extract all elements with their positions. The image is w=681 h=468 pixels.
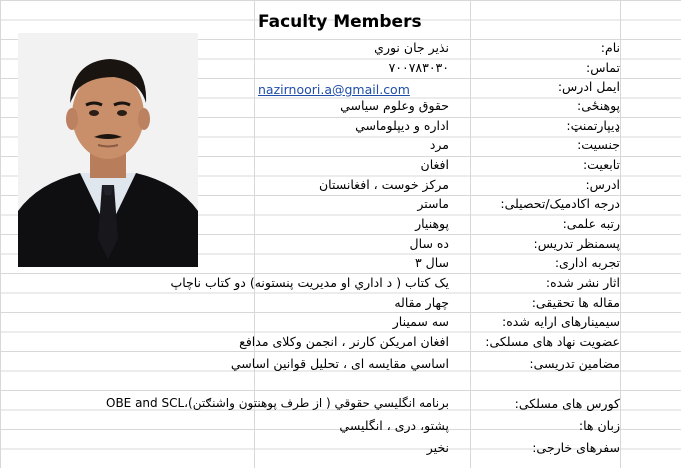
value-travels: نخیر — [426, 440, 449, 455]
value-contact: ۷۰۰۷۸۳۰۳۰ — [388, 60, 449, 75]
value-degree: ماستر — [417, 196, 449, 211]
label-admin-experience: تجربه اداری: — [554, 255, 620, 270]
label-teaching-experience: پسمنظر تدریس: — [533, 236, 620, 251]
label-seminars: سیمینارهای ارایه شده: — [502, 314, 620, 329]
label-degree: درجه اکادمیک/تحصیلی: — [500, 196, 620, 211]
value-subjects: اساسي مقایسه ای ، تحلیل قوانین اساسي — [230, 356, 449, 371]
value-email[interactable]: nazirnoori.a@gmail.com — [258, 82, 410, 97]
portrait-icon — [18, 33, 198, 267]
value-research-articles: چهار مقاله — [394, 295, 449, 310]
value-nationality: افغان — [420, 157, 449, 172]
label-nationality: تابعیت: — [582, 157, 620, 172]
value-name: نذیر جان نوري — [374, 40, 449, 55]
label-research-articles: مقاله ها تحقیقی: — [531, 295, 620, 310]
value-memberships: افغان امریکن کارنر ، انجمن وکلای مدافع — [239, 334, 449, 349]
label-subjects: مضامین تدریسی: — [529, 356, 620, 371]
value-academic-rank: پوهنیار — [415, 216, 449, 231]
label-faculty: پوهنځی: — [577, 98, 620, 113]
value-faculty: حقوق وعلوم سیاسي — [340, 98, 449, 113]
value-publications: یک کتاب ( د اداري او مدیریت پنستونه) دو کتاب ناچاپ — [170, 275, 449, 290]
label-publications: اثار نشر شده: — [545, 275, 620, 290]
column-divider — [620, 0, 621, 468]
label-department: ډیپارتمنټ: — [566, 118, 620, 133]
value-gender: مرد — [429, 137, 449, 152]
value-teaching-experience: ده سال — [409, 236, 449, 251]
label-email: ایمل ادرس: — [557, 79, 620, 94]
label-gender: جنسیت: — [577, 137, 620, 152]
page-title: Faculty Members — [258, 12, 422, 32]
value-address: مرکز خوست ، افغانستان — [318, 177, 449, 192]
profile-photo — [18, 33, 198, 267]
label-courses: کورس های مسلکی: — [514, 396, 620, 411]
value-languages: پشتو، دری ، انگلیسي — [339, 418, 449, 433]
label-contact: تماس: — [586, 60, 620, 75]
value-seminars: سه سمینار — [392, 314, 449, 329]
label-memberships: عضویت نهاد های مسلکی: — [485, 334, 620, 349]
label-address: ادرس: — [585, 177, 620, 192]
label-name: نام: — [600, 40, 620, 55]
label-languages: زبان ها: — [578, 418, 620, 433]
label-travels: سفرهای خارجی: — [532, 440, 620, 455]
value-department: اداره و دیپلوماسي — [355, 118, 449, 133]
value-admin-experience: سال ۳ — [414, 255, 449, 270]
column-divider — [470, 0, 471, 468]
value-courses: برنامه انگلیسي حقوقي ( از طرف پوهنتون واشنګتن)،OBE and SCL — [106, 396, 449, 410]
label-academic-rank: رتبه علمی: — [562, 216, 620, 231]
